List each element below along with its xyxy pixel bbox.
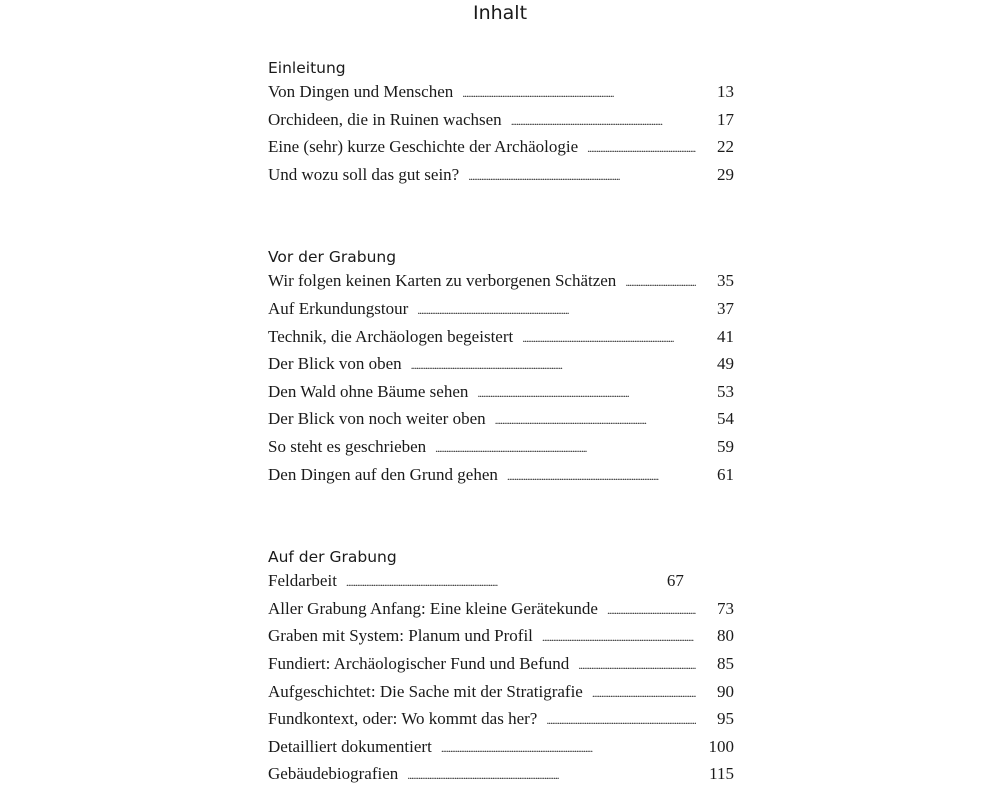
entry-title: Graben mit System: Planum und Profil	[268, 626, 533, 646]
page-number: 67	[666, 571, 684, 591]
entry-title: Feldarbeit	[268, 571, 337, 591]
page-number: 115	[709, 764, 734, 784]
toc-entry	[268, 82, 734, 110]
entry-title: Technik, die Archäologen begeistert	[268, 326, 514, 346]
dot-leader	[435, 437, 696, 457]
page-title: Inhalt	[472, 2, 528, 24]
page-number: 85	[717, 653, 734, 673]
dot-leader	[477, 382, 696, 402]
entry-title: Gebäudebiografien	[268, 764, 399, 784]
section-heading: Auf der Grabung	[268, 548, 397, 567]
toc-entry	[268, 599, 734, 627]
dot-leader	[507, 465, 696, 485]
page-number: 35	[717, 271, 734, 291]
dot-leader	[346, 571, 646, 591]
entry-title: Wir folgen keinen Karten zu verborgenen Schätzen	[268, 271, 617, 291]
entry-title: Detailliert dokumentiert	[268, 736, 432, 756]
page-number: 59	[717, 436, 734, 456]
dot-leader	[462, 82, 696, 102]
entry-title: Den Dingen auf den Grund gehen	[268, 464, 498, 484]
entry-title: Fundiert: Archäologischer Fund und Befund	[268, 653, 570, 673]
page-number: 90	[717, 681, 734, 701]
toc-section-einleitung	[268, 56, 734, 192]
toc-entry	[268, 271, 734, 299]
page-number: 95	[717, 709, 734, 729]
toc-entry	[268, 437, 734, 465]
entry-title: Orchideen, die in Ruinen wachsen	[268, 109, 502, 129]
entry-title: Aller Grabung Anfang: Eine kleine Gerätekunde	[268, 598, 598, 618]
toc-entry	[268, 465, 734, 493]
entry-title: Von Dingen und Menschen	[268, 82, 454, 101]
page-number: 53	[717, 381, 734, 401]
entry-title: Den Wald ohne Bäume sehen	[268, 381, 469, 401]
toc-entry	[268, 110, 734, 138]
dot-leader	[546, 709, 696, 729]
toc-entry	[268, 737, 734, 765]
entry-title: Aufgeschichtet: Die Sache mit der Stratigrafie	[268, 681, 583, 701]
toc-section-auf-der-grabung	[268, 545, 734, 792]
dot-leader	[607, 599, 696, 619]
toc-entry	[268, 137, 734, 165]
toc-entry	[268, 626, 734, 654]
table-of-contents	[268, 56, 734, 792]
toc-entry	[268, 709, 734, 737]
page-number: 61	[717, 464, 734, 484]
toc-section-vor-der-grabung	[268, 245, 734, 492]
dot-leader	[417, 299, 696, 319]
dot-leader	[578, 654, 696, 674]
page-number: 22	[717, 137, 734, 157]
toc-entry	[268, 382, 734, 410]
dot-leader	[522, 327, 696, 347]
toc-entry	[268, 165, 734, 193]
section-heading: Vor der Grabung	[268, 248, 397, 267]
dot-leader	[441, 737, 696, 757]
section-heading: Einleitung	[268, 59, 346, 77]
toc-entry	[268, 299, 734, 327]
dot-leader	[495, 409, 696, 429]
page-number: 73	[717, 598, 734, 618]
dot-leader	[542, 626, 696, 646]
dot-leader	[511, 110, 696, 130]
entry-title: Fundkontext, oder: Wo kommt das her?	[268, 709, 538, 729]
toc-entry	[268, 682, 734, 710]
dot-leader	[587, 137, 696, 157]
page-number: 17	[717, 109, 734, 129]
page-number: 49	[717, 354, 734, 374]
page-number: 13	[717, 82, 734, 101]
toc-entry	[268, 354, 734, 382]
entry-title: Auf Erkundungstour	[268, 298, 409, 318]
dot-leader	[468, 165, 696, 185]
page-number: 100	[708, 736, 734, 756]
page-number: 37	[717, 298, 734, 318]
page-number: 80	[717, 626, 734, 646]
toc-entry	[268, 409, 734, 437]
dot-leader	[625, 271, 696, 291]
dot-leader	[592, 682, 696, 702]
entry-title: Eine (sehr) kurze Geschichte der Archäologie	[268, 137, 579, 157]
page-number: 54	[717, 409, 734, 429]
dot-leader	[407, 764, 696, 784]
toc-entry	[268, 571, 734, 599]
page-number: 41	[717, 326, 734, 346]
dot-leader	[411, 354, 696, 374]
entry-title: So steht es geschrieben	[268, 436, 427, 456]
page-number: 29	[717, 164, 734, 184]
entry-title: Der Blick von oben	[268, 354, 402, 374]
entry-title: Und wozu soll das gut sein?	[268, 164, 460, 184]
toc-entry	[268, 654, 734, 682]
entry-title: Der Blick von noch weiter oben	[268, 409, 486, 429]
toc-entry	[268, 327, 734, 355]
toc-entry	[268, 764, 734, 792]
